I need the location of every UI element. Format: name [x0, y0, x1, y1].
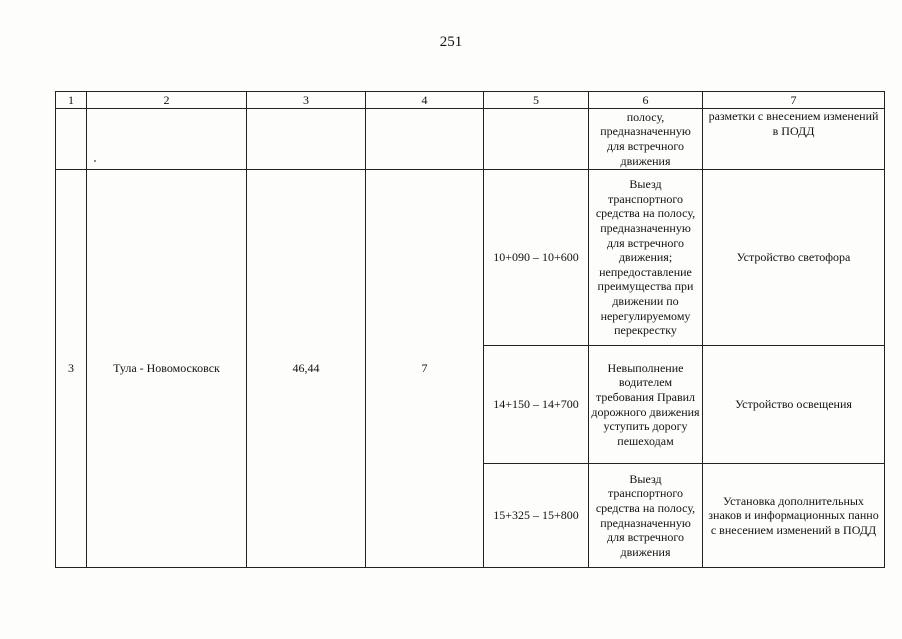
section-measure-cell: Устройство светофора [703, 170, 885, 346]
road-safety-table [55, 91, 885, 568]
cont-violation-cell: полосу, предназначенную для встречного движения [589, 109, 703, 170]
entry-number-cell: 3 [56, 170, 87, 568]
header-row [56, 92, 885, 109]
road-length-cell: 46,44 [247, 170, 366, 568]
section-violation-cell: Выезд транспортного средства на полосу, предназначенную для встречного движения [589, 464, 703, 568]
column-header-1: 1 [56, 92, 87, 109]
scan-speck [94, 160, 96, 162]
cont-cell-4 [366, 109, 484, 170]
section-measure-cell: Установка дополнительных знаков и информационных панно с внесением изменений в ПОДД [703, 464, 885, 568]
cont-cell-3 [247, 109, 366, 170]
section-range-cell: 15+325 – 15+800 [484, 464, 589, 568]
section-violation-cell: Невыполнение водителем требования Правил дорожного движения уступить дорогу пешеходам [589, 346, 703, 464]
cont-cell-2 [87, 109, 247, 170]
column-header-6: 6 [589, 92, 703, 109]
cont-cell-5 [484, 109, 589, 170]
cont-measure-cell: разметки с внесением изменений в ПОДД [703, 109, 885, 170]
col4-value-cell: 7 [366, 170, 484, 568]
section-range-cell: 10+090 – 10+600 [484, 170, 589, 346]
road-name-cell: Тула - Новомосковск [87, 170, 247, 568]
column-header-7: 7 [703, 92, 885, 109]
section-range-cell: 14+150 – 14+700 [484, 346, 589, 464]
column-header-2: 2 [87, 92, 247, 109]
cont-cell-1 [56, 109, 87, 170]
continuation-row [56, 109, 885, 170]
section-measure-cell: Устройство освещения [703, 346, 885, 464]
column-header-3: 3 [247, 92, 366, 109]
section-violation-cell: Выезд транспортного средства на полосу, предназначенную для встречного движения; непредоставление преимущества при движении по нерегулируемому перекрестку [589, 170, 703, 346]
column-header-5: 5 [484, 92, 589, 109]
page-number: 251 [439, 34, 463, 50]
table-row [56, 170, 885, 346]
column-header-4: 4 [366, 92, 484, 109]
